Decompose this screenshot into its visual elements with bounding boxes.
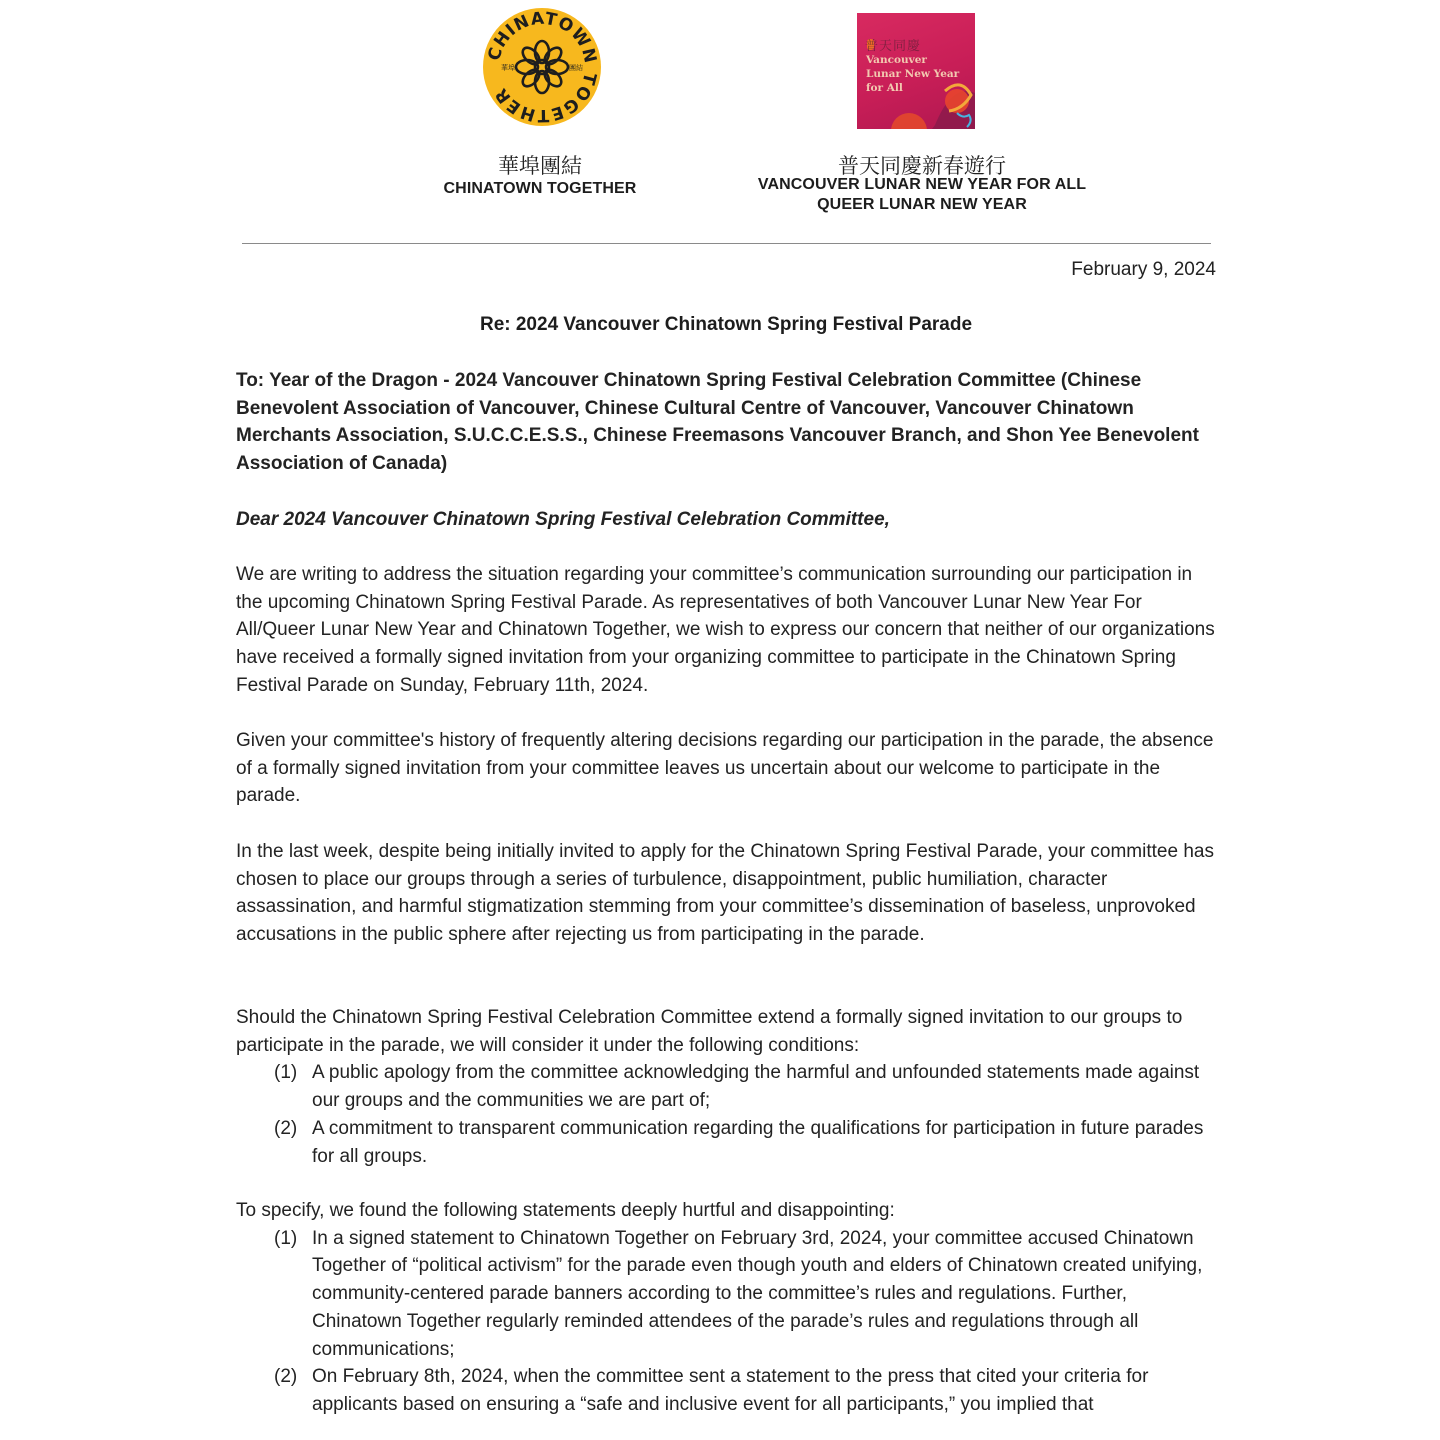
chinatown-together-logo-text: CHINATOWN TOGETHER	[484, 8, 601, 126]
list-item-number: (2)	[274, 1117, 298, 1139]
logo-english-text	[866, 53, 966, 95]
list-item-text: In a signed statement to Chinatown Together on February 3rd, 2024, your committee accused Chinatown Together of “political activism” for the parade even though youth and elders of Chinatown created unifying, community-centered parade banners according to the committee’s rules and regulations. Further, Chinatown Together regularly reminded attendees of the parade’s rules and regulations through all communications;	[312, 1227, 1203, 1360]
list-item	[236, 1059, 1221, 1114]
logo-english-line3: for All	[866, 82, 903, 94]
org-name-chinese: 華埠團結	[498, 154, 582, 178]
logo-english-line1: Vancouver	[866, 54, 927, 66]
org-name-english-line1: VANCOUVER LUNAR NEW YEAR FOR ALL	[757, 176, 1087, 193]
list-item	[236, 1363, 1221, 1418]
logo-inner-left-text: 華埠	[501, 64, 515, 72]
list-item-text: A commitment to transparent communication regarding the qualifications for participation in future parades for all groups.	[312, 1117, 1204, 1167]
letter-subject: Re: 2024 Vancouver Chinatown Spring Festival Parade	[479, 314, 973, 335]
header-divider	[242, 243, 1211, 244]
chinatown-together-logo	[483, 8, 601, 126]
list-item-number: (1)	[274, 1062, 298, 1084]
list-item	[236, 1225, 1221, 1364]
logo-chinese-text: 普天同慶	[865, 39, 922, 54]
letter-salutation: Dear 2024 Vancouver Chinatown Spring Festival Celebration Committee,	[236, 509, 890, 530]
paragraph-4: Should the Chinatown Spring Festival Celebration Committee extend a formally signed invitation to our groups to participate in the parade, we will consider it under the following conditions:	[236, 1007, 1183, 1056]
letter-recipient: To: Year of the Dragon - 2024 Vancouver Chinatown Spring Festival Celebration Committee (Chinese Benevolent Association of Vancouver, Chinese Cultural Centre of Vancouver, Vancouver Chinatown Merchants Association, S.U.C.C.E.S.S., Chinese Freemasons Vancouver Branch, and Shon Yee Benevolent Association of Canada)	[236, 370, 1199, 475]
list-item	[236, 1115, 1221, 1170]
logo-inner-right-text: 團結	[569, 64, 583, 72]
list-item-text: A public apology from the committee acknowledging the harmful and unfounded statements made against our groups and the communities we are part of;	[312, 1062, 1200, 1112]
list-item-number: (2)	[274, 1366, 298, 1388]
logo-english-line2: Lunar New Year	[866, 68, 960, 80]
paragraph-1: We are writing to address the situation regarding your committee’s communication surrounding our participation in the upcoming Chinatown Spring Festival Parade. As representatives of both Vancouver Lunar New Year For All/Queer Lunar New Year and Chinatown Together, we wish to express our concern that neither of our organizations have received a formally signed invitation from your organizing committee to participate in the Chinatown Spring Festival Parade on Sunday, February 11th, 2024.	[236, 564, 1215, 696]
org-name-chinese: 普天同慶新春遊行	[838, 154, 1006, 178]
list-item-text: On February 8th, 2024, when the committee sent a statement to the press that cited your criteria for applicants based on ensuring a “safe and inclusive event for all participants,” you implied that	[312, 1366, 1149, 1415]
list-item-number: (1)	[274, 1227, 298, 1249]
org-name-english-line2: QUEER LUNAR NEW YEAR	[817, 196, 1027, 213]
statements-section	[236, 1197, 1221, 1419]
statements-list	[236, 1225, 1221, 1419]
letter-date: February 9, 2024	[1071, 259, 1216, 280]
conditions-list	[236, 1059, 1221, 1170]
paragraph-3: In the last week, despite being initially invited to apply for the Chinatown Spring Festival Parade, your committee has chosen to place our groups through a series of turbulence, disappointment, public humiliation, character assassination, and harmful stigmatization stemming from your committee’s dissemination of baseless, unprovoked accusations in the public sphere after rejecting us from participating in the parade.	[236, 841, 1214, 946]
vancouver-lunar-new-year-logo	[857, 13, 975, 129]
conditions-section	[236, 1004, 1221, 1170]
paragraph-2: Given your committee's history of frequently altering decisions regarding our participation in the parade, the absence of a formally signed invitation from your committee leaves us uncertain about our welcome to participate in the parade.	[236, 730, 1214, 807]
org-name-english: CHINATOWN TOGETHER	[443, 180, 637, 197]
paragraph-5: To specify, we found the following statements deeply hurtful and disappointing:	[236, 1200, 895, 1221]
